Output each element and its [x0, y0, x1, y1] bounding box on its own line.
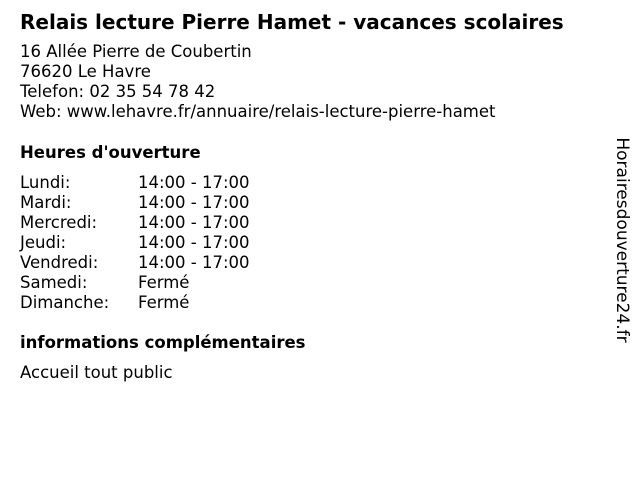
time-value: 14:00 - 17:00 — [138, 193, 250, 212]
day-label: Samedi: — [20, 273, 88, 292]
day-label: Lundi: — [20, 173, 71, 192]
hours-row-tuesday — [20, 193, 600, 213]
listing-card — [20, 8, 600, 383]
postal-city: 76620 Le Havre — [20, 62, 151, 81]
website-link[interactable]: Web: www.lehavre.fr/annuaire/relais-lecture-pierre-hamet — [20, 102, 496, 121]
time-value: Fermé — [138, 293, 190, 312]
page-title: Relais lecture Pierre Hamet - vacances scolaires — [20, 10, 564, 34]
additional-info-text: Accueil tout public — [20, 363, 173, 382]
day-label: Jeudi: — [20, 233, 67, 252]
hours-row-sunday — [20, 293, 600, 313]
phone-number: Telefon: 02 35 54 78 42 — [20, 82, 216, 101]
hours-row-wednesday — [20, 213, 600, 233]
address-block — [20, 42, 600, 122]
time-value: 14:00 - 17:00 — [138, 213, 250, 232]
time-value: 14:00 - 17:00 — [138, 233, 250, 252]
opening-hours-heading: Heures d'ouverture — [20, 143, 201, 162]
additional-info-heading: informations complémentaires — [20, 333, 306, 352]
day-label: Dimanche: — [20, 293, 110, 312]
time-value: 14:00 - 17:00 — [138, 173, 250, 192]
street-address: 16 Allée Pierre de Coubertin — [20, 42, 252, 61]
time-value: Fermé — [138, 273, 190, 292]
hours-row-thursday — [20, 233, 600, 253]
site-watermark: Horairesdouverture24.fr — [612, 137, 632, 343]
hours-row-monday — [20, 173, 600, 193]
day-label: Mercredi: — [20, 213, 98, 232]
opening-hours-table — [20, 173, 600, 313]
day-label: Mardi: — [20, 193, 72, 212]
hours-row-friday — [20, 253, 600, 273]
time-value: 14:00 - 17:00 — [138, 253, 250, 272]
day-label: Vendredi: — [20, 253, 99, 272]
hours-row-saturday — [20, 273, 600, 293]
